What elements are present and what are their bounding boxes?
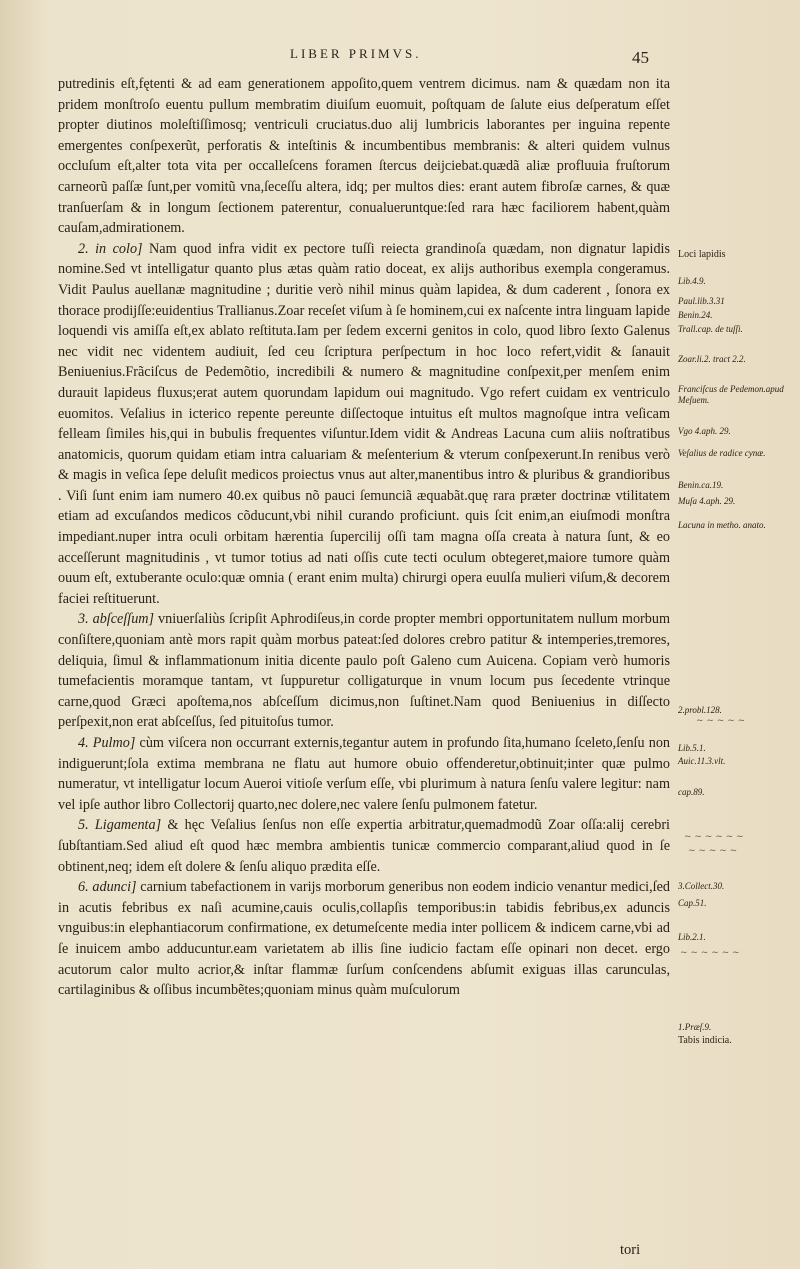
- margin-note: cap.89.: [678, 787, 705, 797]
- lemma-keyword: 2. in colo]: [78, 240, 143, 257]
- lemma-keyword: 3. abſceſſum]: [78, 611, 155, 628]
- margin-note: 2.probl.128.: [678, 705, 722, 715]
- paragraph-6: [58, 877, 670, 1001]
- handwritten-annotation: ~ ~ ~ ~ ~ ~: [684, 832, 744, 842]
- main-text-column: [58, 74, 670, 1001]
- margin-note: Lib.5.1.: [678, 743, 706, 753]
- handwritten-annotation: ~ ~ ~ ~ ~: [696, 716, 746, 726]
- margin-note: Tabis indicia.: [678, 1035, 732, 1046]
- margin-note: Zoar.li.2. tract 2.2.: [678, 354, 746, 364]
- handwritten-annotation: ~ ~ ~ ~ ~: [688, 846, 738, 856]
- paragraph-text: Nam quod infra vidit ex pectore tuſſi reiecta grandinoſa quædam, non dignatur lapidis nomine.Sed vt intelligatur quanto plus ætas quàm ratio doceat, ex alijs authoribus exempla congeramus. Vidit Paulus auellanæ magnitudine ; duritie verò nihil minus quàm lapidea, & dum caderent , ſonora ex thorace prodijſſe:euidentius Trallianus.Zoar receſet viſum à ſe hominem,cui ex naſcente intra linguam lapide loquendi vis amiſſa eſt,ex ablato reſtituta.Iam per ſedem excerni genitos in colo, quod libro ſexto Galenus nec vidit nec videntem audiuit, ſed ceu ſcriptura perſpectum in hoc loco refert,vidit & ſanauit Beniuenius.Frãciſcus de Pedemõtio, incredibili & numero & magnitudine conſpexit,per menſem enim durauit lapideus fluxus;erat autem quorundam lapidum oui magnitudo. Vgo refert cuidam ex ventriculo euomitos. Veſalius in icterico repente pereunte diſſectoque intuitus eſt multos magnoſque intra veſicam felleam ſimiles his,qui in bubulis frequentes viſuntur.Idem vidit & Andreas Lacuna cum aliis noſtratibus anatomicis, quorum quidam etiam intra caluariam & meſenterium & vterum conſpexerunt.In renibus verò & magis in veſica ſepe deluſit medicos proiectus vnus aut alter,manentibus intro & pluribus & grandioribus . Viſi ſunt enim iam numero 40.ex quibus nõ pauci ſemunciã æquabãt.quę rara præter doctrinæ vtilitatem etiam ad excuſandos medicos cõducunt,vbi nihil curando proficiunt. quis ſcit enim,an eiuſmodi monſtra impediant.nuper intra oculi orbitam hærentia ſupercilij oſſi tam magna oſſa creata à natura ſunt, & eo acceſſerunt magnitudinis , vt tumor totius ad nati oſſis cute tecti oculum obtegeret,maiore tumore quàm ouum eſt, extuberante oculo:quæ omnia ( erant enim multa) chirurgi opera euulſa mulieri viſum,& decorem faciei reſtituerunt.: [58, 240, 670, 607]
- handwritten-annotation: ~ ~ ~ ~ ~ ~: [680, 948, 740, 958]
- margin-note: Lacuna in metho. anato.: [678, 520, 766, 530]
- margin-note: 1.Præſ.9.: [678, 1022, 712, 1032]
- lemma-keyword: 4. Pulmo]: [78, 735, 136, 751]
- margin-note: Cap.51.: [678, 898, 707, 908]
- paragraph-5: [58, 815, 670, 877]
- paragraph-text: cùm viſcera non occurrant externis,tegantur autem in profundo ſita,humano ſceleto,ſenſu non indiguerunt;ſola extima membrana ne flatu aut humore obuio offenderetur,obtinuit;inter quæ pulmo numeratur, vt intelligatur locum Aueroi vitioſe verſum eſſe, vbi plurimum à natura ſenſu valere legitur: nam vel ipſe author libro Collectorij quarto,nec dolere,nec valere ſenſu pulmonem fatetur.: [58, 735, 671, 813]
- paragraph-text: putredinis eſt,fętenti & ad eam generationem appoſito,quem ventrem dicimus. nam & quædam non ita pridem monſtroſo euentu pullum membratim diuiſum euomuit, poſtquam de ſalute eius deſperatum eſſet propter diutinos moleſtiſſimosq; ventriculi cruciatus.duo alij lumbricis laborantes per inguina repente emergentes conſpexerũt, perforatis & inteſtinis & incumbentibus membranis: & alteri quidem vulnus occluſum eſt,alter tota vita per occalleſcens foramen ſtercus deijciebat.quædã aliæ profluuia fruſtorum carneorũ paſſæ ſunt,per vomitũ vna,ſeceſſu altera, idq; per multos dies: erant autem fibroſæ carnes, & quæ tranſuerſam & in longum ſectionem paterentur, conualueruntque:ſed rara hæc faciliorem habent,quàm cauſam,admirationem.: [58, 76, 670, 237]
- paragraph-3: [58, 609, 670, 733]
- margin-note: 3.Collect.30.: [678, 881, 725, 891]
- margin-note: Auic.11.3.vlt.: [678, 756, 726, 766]
- margin-note: Veſalius de radice cynæ.: [678, 448, 766, 458]
- page-header: [0, 46, 800, 72]
- margin-note: Benin.24.: [678, 310, 713, 320]
- margin-note: Vgo 4.aph. 29.: [678, 426, 731, 436]
- margin-note: Franciſcus de Pedemon.apud Meſuem.: [678, 384, 784, 405]
- lemma-keyword: 5. Ligamenta]: [78, 817, 162, 834]
- lemma-keyword: 6. adunci]: [78, 879, 137, 896]
- margin-note: Lib.2.1.: [678, 932, 706, 942]
- catchword: tori: [620, 1242, 641, 1258]
- paragraph-4: [58, 733, 670, 815]
- margin-note: Muſa 4.aph. 29.: [678, 496, 736, 506]
- margin-note: Benin.ca.19.: [678, 480, 724, 490]
- running-title: LIBER PRIMVS.: [290, 46, 422, 61]
- page-number: 45: [632, 48, 649, 67]
- paragraph-2: [58, 239, 670, 610]
- margin-note: Loci lapidis: [678, 249, 726, 260]
- margin-note: Paul.lib.3.31: [678, 296, 725, 306]
- margin-note: Trall.cap. de tuſſi.: [678, 324, 743, 334]
- margin-note: Lib.4.9.: [678, 276, 706, 286]
- paragraph-1: [58, 74, 670, 239]
- paragraph-text: vniuerſaliùs ſcripſit Aphrodiſeus,in corde propter membri opportunitatem nullum morbum conſiſtere,quoniam antè mors rapit quàm morbus pateat:ſed dolores crebro patitur & intemperies,tremores, deliquia, ſimul & inflammationum initia dicente paulo poſt Galeno cum Auicena. Copiam verò humoris tumefacientis moramque tantam, vt ſuppuretur colligaturque in vnum locum pus ſecedente vtrinque carne,quod Græci apoſtema,nos abſceſſum dicimus,non ſuſtinet.Nam quod Beniuenius in diſſecto perſpexit,non erat abſceſſus, ſed pituitoſus tumor.: [58, 611, 671, 731]
- paragraph-text: carnium tabefactionem in varijs morborum generibus non eodem indicio venantur medici,ſed in acutis febribus ex naſi acumine,cauis oculis,collapſis temporibus:in tabidis febribus,ex aduncis vnguibus:in elephantiacorum confirmatione, ex detumeſcente media inter pollicem & indicem carne,vbi ad ſe inuicem ambo adducuntur.eam varietatem ab illis ſine iudicio factam eſſe opinari non decet. ergo acutorum calor multo acrior,& inſtar flammæ ſurſum conſcendens abſumit exiguas illas carunculas, cartilaginibus & oſſibus incumbẽtes;quoniam minus quàm muſculorum: [58, 879, 670, 999]
- paragraph-text: & hęc Veſalius ſenſus non eſſe expertia arbitratur,quemadmodũ Zoar oſſa:alij cerebri ſubſtantiam.Sed aliud eſt quod hæc membra ambientis tunicæ commercio comparant,aliud quod in ſe obtinent,neq; idem eſt dolere & ſenſu aliquo prædita eſſe.: [58, 817, 670, 875]
